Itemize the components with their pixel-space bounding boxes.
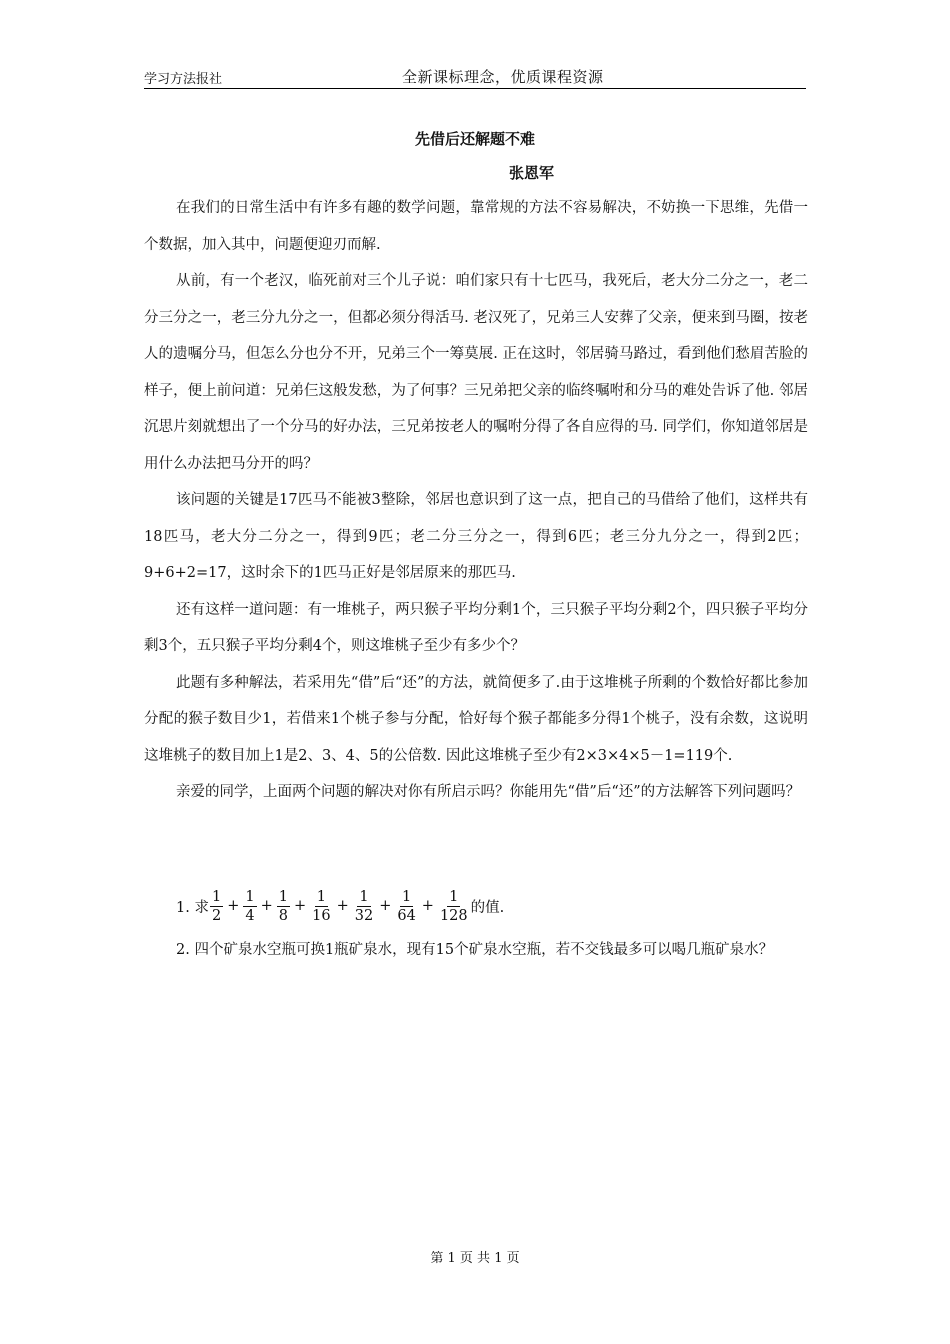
fraction-denominator: 4 — [245, 907, 255, 924]
plus-sign: + — [379, 898, 392, 914]
publisher-name: 学习方法报社 — [144, 72, 223, 87]
fraction-denominator: 128 — [439, 907, 468, 924]
fraction — [310, 888, 332, 925]
fraction-numerator: 1 — [245, 888, 255, 905]
fraction-sum — [209, 888, 471, 925]
fraction-numerator: 1 — [211, 888, 222, 905]
article-body — [144, 190, 808, 811]
fraction-denominator: 2 — [211, 907, 222, 924]
fraction — [210, 888, 223, 925]
plus-sign: + — [421, 898, 434, 914]
fraction-denominator: 8 — [278, 907, 288, 924]
paragraph: 从前，有一个老汉，临死前对三个儿子说：咱们家只有十七匹马，我死后，老大分二分之一，老二分三分之一，老三分九分之一，但都必须分得活马. 老汉死了，兄弟三人安葬了父亲，便来到马圈，按老人的遗嘱分马，但怎么分也分不开，兄弟三个一筹莫展. 正在这时，邻居骑马路过，看到他们愁眉苦脸的样子，便上前问道：兄弟仨这般发愁，为了何事？三兄弟把父亲的临终嘱咐和分马的难处告诉了他. 邻居沉思片刻就想出了一个分马的好办法，三兄弟按老人的嘱咐分得了各自应得的马. 同学们，你知道邻居是用什么办法把马分开的吗？ — [144, 273, 808, 472]
fraction-numerator: 1 — [359, 888, 369, 905]
fraction-denominator: 32 — [354, 907, 374, 924]
fraction-denominator: 64 — [397, 907, 416, 924]
page-header — [144, 66, 806, 89]
fraction-numerator: 1 — [449, 888, 459, 905]
fraction — [395, 888, 417, 925]
plus-sign: + — [260, 898, 273, 914]
fraction — [277, 888, 290, 925]
article-author: 张恩军 — [509, 164, 555, 182]
question-2 — [144, 936, 808, 964]
paragraph: 在我们的日常生活中有许多有趣的数学问题，靠常规的方法不容易解决，不妨换一下思维，先借一个数据，加入其中，问题便迎刃而解. — [144, 200, 808, 253]
question-1-prefix: 1. 求 — [176, 899, 209, 916]
fraction-denominator: 16 — [312, 907, 331, 924]
paragraph: 亲爱的同学，上面两个问题的解决对你有所启示吗？你能用先“借”后“还”的方法解答下列问题吗？ — [176, 784, 801, 800]
paragraph: 该问题的关键是17匹马不能被3整除，邻居也意识到了这一点，把自己的马借给了他们，这样共有18匹马，老大分二分之一，得到9匹；老二分三分之一，得到6匹；老三分九分之一，得到2匹；9+6+2=17，这时余下的1匹马正好是邻居原来的那匹马. — [144, 492, 808, 581]
fraction-numerator: 1 — [278, 888, 288, 905]
plus-sign: + — [227, 898, 240, 914]
fraction — [243, 888, 256, 925]
plus-sign: + — [293, 898, 307, 914]
question-1-suffix: 的值. — [470, 899, 505, 916]
fraction — [438, 888, 470, 925]
question-1 — [176, 880, 504, 932]
paragraph: 此题有多种解法，若采用先“借”后“还”的方法，就简便多了.由于这堆桃子所剩的个数恰好都比参加分配的猴子数目少1，若借来1个桃子参与分配，恰好每个猴子都能多分得1个桃子，没有余数，这说明这堆桃子的数目加上1是2、3、4、5的公倍数. 因此这堆桃子至少有2×3×4×5－1=119个. — [144, 674, 808, 764]
page-footer: 第 1 页 共 1 页 — [430, 1251, 520, 1266]
plus-sign: + — [336, 898, 349, 914]
header-slogan: 全新课标理念，优质课程资源 — [402, 68, 604, 86]
fraction-numerator: 1 — [401, 888, 412, 905]
fraction — [353, 888, 375, 925]
article-title: 先借后还解题不难 — [414, 130, 535, 148]
paragraph: 还有这样一道问题：有一堆桃子，两只猴子平均分剩1个，三只猴子平均分剩2个，四只猴子平均分剩3个，五只猴子平均分剩4个，则这堆桃子至少有多少个？ — [144, 601, 808, 654]
question-2-text: 2. 四个矿泉水空瓶可换1瓶矿泉水，现有15个矿泉水空瓶，若不交钱最多可以喝几瓶矿泉水？ — [176, 942, 774, 958]
fraction-numerator: 1 — [316, 888, 326, 905]
